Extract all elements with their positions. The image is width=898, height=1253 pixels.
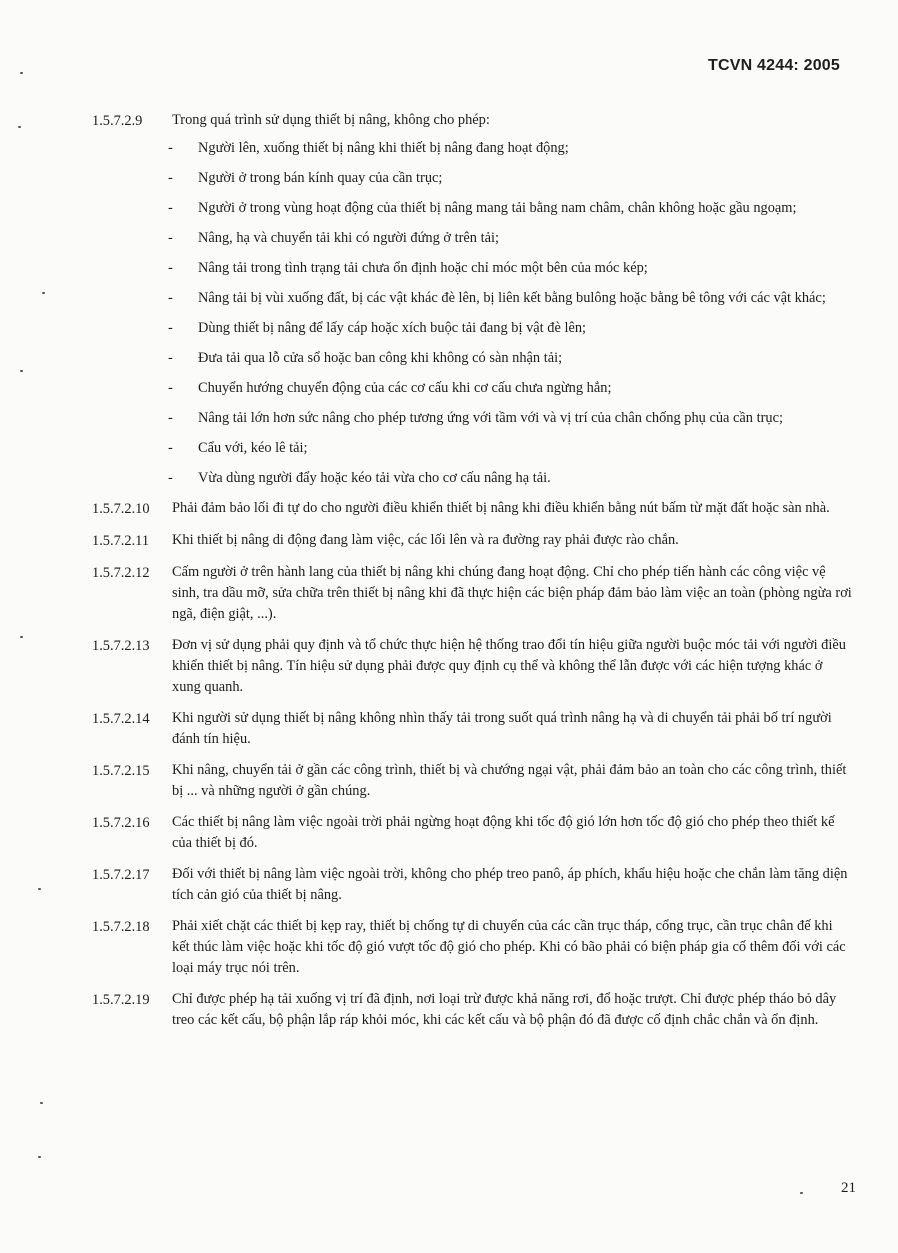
scan-speck bbox=[42, 292, 45, 294]
clause-number: 1.5.7.2.12 bbox=[92, 565, 150, 581]
scan-speck bbox=[20, 370, 23, 372]
clause-1-5-7-2-9 bbox=[92, 110, 852, 132]
scan-speck bbox=[38, 888, 41, 890]
clause-number: 1.5.7.2.11 bbox=[92, 533, 150, 549]
list-item bbox=[168, 378, 852, 399]
list-item bbox=[168, 318, 852, 339]
list-item bbox=[168, 228, 852, 249]
bullet-dash: - bbox=[168, 140, 173, 156]
clause-text: Khi người sử dụng thiết bị nâng không nhìn thấy tải trong suốt quá trình nâng hạ và di chuyển tải phải bố trí người đánh tín hiệu. bbox=[172, 710, 832, 747]
scan-speck bbox=[20, 636, 23, 638]
bullet-dash: - bbox=[168, 230, 173, 246]
list-item-text: Người ở trong bán kính quay của cần trục; bbox=[198, 170, 443, 186]
scan-speck bbox=[38, 1156, 41, 1158]
list-item-text: Nâng, hạ và chuyển tải khi có người đứng ở trên tải; bbox=[198, 230, 499, 246]
clause-number: 1.5.7.2.10 bbox=[92, 501, 150, 517]
clause-number: 1.5.7.2.13 bbox=[92, 638, 150, 654]
clause-1-5-7-2-13 bbox=[92, 635, 852, 698]
list-item bbox=[168, 348, 852, 369]
document-body bbox=[92, 110, 852, 1041]
clause-number: 1.5.7.2.15 bbox=[92, 763, 150, 779]
bullet-dash: - bbox=[168, 410, 173, 426]
clause-text: Đơn vị sử dụng phải quy định và tổ chức thực hiện hệ thống trao đổi tín hiệu giữa người buộc móc tải với người điều khiển thiết bị nâng. Tín hiệu sử dụng phải được quy định cụ thể và không thể lẫn được với các hiện tượng khác ở xung quanh. bbox=[172, 637, 846, 695]
list-item-text: Chuyển hướng chuyển động của các cơ cấu khi cơ cấu chưa ngừng hẳn; bbox=[198, 380, 612, 396]
clause-text: Các thiết bị nâng làm việc ngoài trời phải ngừng hoạt động khi tốc độ gió lớn hơn tốc độ gió cho phép theo thiết kế của thiết bị đó. bbox=[172, 814, 835, 851]
clause-number: 1.5.7.2.16 bbox=[92, 815, 150, 831]
clause-1-5-7-2-12 bbox=[92, 562, 852, 625]
clause-1-5-7-2-18 bbox=[92, 916, 852, 979]
bullet-dash: - bbox=[168, 470, 173, 486]
list-item bbox=[168, 168, 852, 189]
bullet-dash: - bbox=[168, 380, 173, 396]
list-item-text: Người ở trong vùng hoạt động của thiết bị nâng mang tải bằng nam châm, chân không hoặc gầu ngoạm; bbox=[198, 200, 797, 216]
clause-text: Đối với thiết bị nâng làm việc ngoài trời, không cho phép treo panô, áp phích, khẩu hiệu hoặc che chắn làm tăng diện tích cản gió của thiết bị nâng. bbox=[172, 866, 848, 903]
clause-1-5-7-2-17 bbox=[92, 864, 852, 906]
list-item bbox=[168, 438, 852, 459]
list-item-text: Vừa dùng người đẩy hoặc kéo tải vừa cho cơ cấu nâng hạ tải. bbox=[198, 470, 551, 486]
bullet-dash: - bbox=[168, 320, 173, 336]
clause-intro: Trong quá trình sử dụng thiết bị nâng, không cho phép: bbox=[172, 112, 490, 128]
page-number: 21 bbox=[841, 1180, 856, 1196]
clause-1-5-7-2-19 bbox=[92, 989, 852, 1031]
clause-number: 1.5.7.2.14 bbox=[92, 711, 150, 727]
clause-text: Chỉ được phép hạ tải xuống vị trí đã định, nơi loại trừ được khả năng rơi, đổ hoặc trượt. Chỉ được phép tháo bỏ dây treo các kết cấu, bộ phận lắp ráp khỏi móc, khi các kết cấu và bộ phận đó đã được cố định chắc chắn và ổn định. bbox=[172, 991, 837, 1028]
list-item bbox=[168, 468, 852, 489]
bullet-dash: - bbox=[168, 440, 173, 456]
list-item bbox=[168, 138, 852, 159]
bullet-dash: - bbox=[168, 290, 173, 306]
list-item-text: Người lên, xuống thiết bị nâng khi thiết bị nâng đang hoạt động; bbox=[198, 140, 569, 156]
scan-speck bbox=[40, 1102, 43, 1104]
clause-1-5-7-2-11 bbox=[92, 530, 852, 552]
list-item bbox=[168, 408, 852, 429]
clause-text: Cấm người ở trên hành lang của thiết bị nâng khi chúng đang hoạt động. Chỉ cho phép tiến hành các công việc vệ sinh, tra dầu mỡ, sửa chữa trên thiết bị nâng khi đã thực hiện các biện pháp đảm bảo làm việc an toàn (phòng ngừa rơi ngã, điện giật, ...). bbox=[172, 564, 852, 622]
clause-number: 1.5.7.2.19 bbox=[92, 992, 150, 1008]
scan-speck bbox=[800, 1192, 803, 1194]
clause-number: 1.5.7.2.18 bbox=[92, 919, 150, 935]
clause-number: 1.5.7.2.9 bbox=[92, 113, 143, 129]
clause-1-5-7-2-16 bbox=[92, 812, 852, 854]
scan-speck bbox=[18, 126, 21, 128]
bullet-dash: - bbox=[168, 260, 173, 276]
prohibition-list bbox=[92, 138, 852, 489]
list-item bbox=[168, 198, 852, 219]
clause-text: Phải đảm bảo lối đi tự do cho người điều khiển thiết bị nâng khi điều khiển bằng nút bấm từ mặt đất hoặc sàn nhà. bbox=[172, 500, 830, 516]
clause-1-5-7-2-15 bbox=[92, 760, 852, 802]
clause-text: Khi nâng, chuyển tải ở gần các công trình, thiết bị và chướng ngại vật, phải đảm bảo an toàn cho các công trình, thiết bị ... và những người ở gần chúng. bbox=[172, 762, 847, 799]
clause-text: Khi thiết bị nâng di động đang làm việc, các lối lên và ra đường ray phải được rào chắn. bbox=[172, 532, 679, 548]
scan-speck bbox=[20, 72, 23, 74]
list-item-text: Cẩu với, kéo lê tải; bbox=[198, 440, 308, 456]
list-item-text: Đưa tải qua lỗ cửa sổ hoặc ban công khi không có sàn nhận tải; bbox=[198, 350, 563, 366]
list-item-text: Nâng tải bị vùi xuống đất, bị các vật khác đè lên, bị liên kết bằng bulông hoặc bằng bê tông với các vật khác; bbox=[198, 290, 826, 306]
clause-text: Phải xiết chặt các thiết bị kẹp ray, thiết bị chống tự di chuyển của các cần trục tháp, cổng trục, cần trục chân đế khi kết thúc làm việc hoặc khi tốc độ gió vượt tốc độ gió cho phép. Khi có bão phải có biện pháp gia cố thêm đối với các loại máy trục nói trên. bbox=[172, 918, 846, 976]
bullet-dash: - bbox=[168, 200, 173, 216]
clause-1-5-7-2-10 bbox=[92, 498, 852, 520]
bullet-dash: - bbox=[168, 350, 173, 366]
list-item bbox=[168, 258, 852, 279]
list-item-text: Dùng thiết bị nâng để lấy cáp hoặc xích buộc tải đang bị vật đè lên; bbox=[198, 320, 587, 336]
list-item bbox=[168, 288, 852, 309]
clause-number: 1.5.7.2.17 bbox=[92, 867, 150, 883]
standard-code: TCVN 4244: 2005 bbox=[708, 57, 840, 74]
clause-1-5-7-2-14 bbox=[92, 708, 852, 750]
bullet-dash: - bbox=[168, 170, 173, 186]
list-item-text: Nâng tải trong tình trạng tải chưa ổn định hoặc chỉ móc một bên của móc kép; bbox=[198, 260, 648, 276]
list-item-text: Nâng tải lớn hơn sức nâng cho phép tương ứng với tầm với và vị trí của chân chống phụ của cần trục; bbox=[198, 410, 783, 426]
